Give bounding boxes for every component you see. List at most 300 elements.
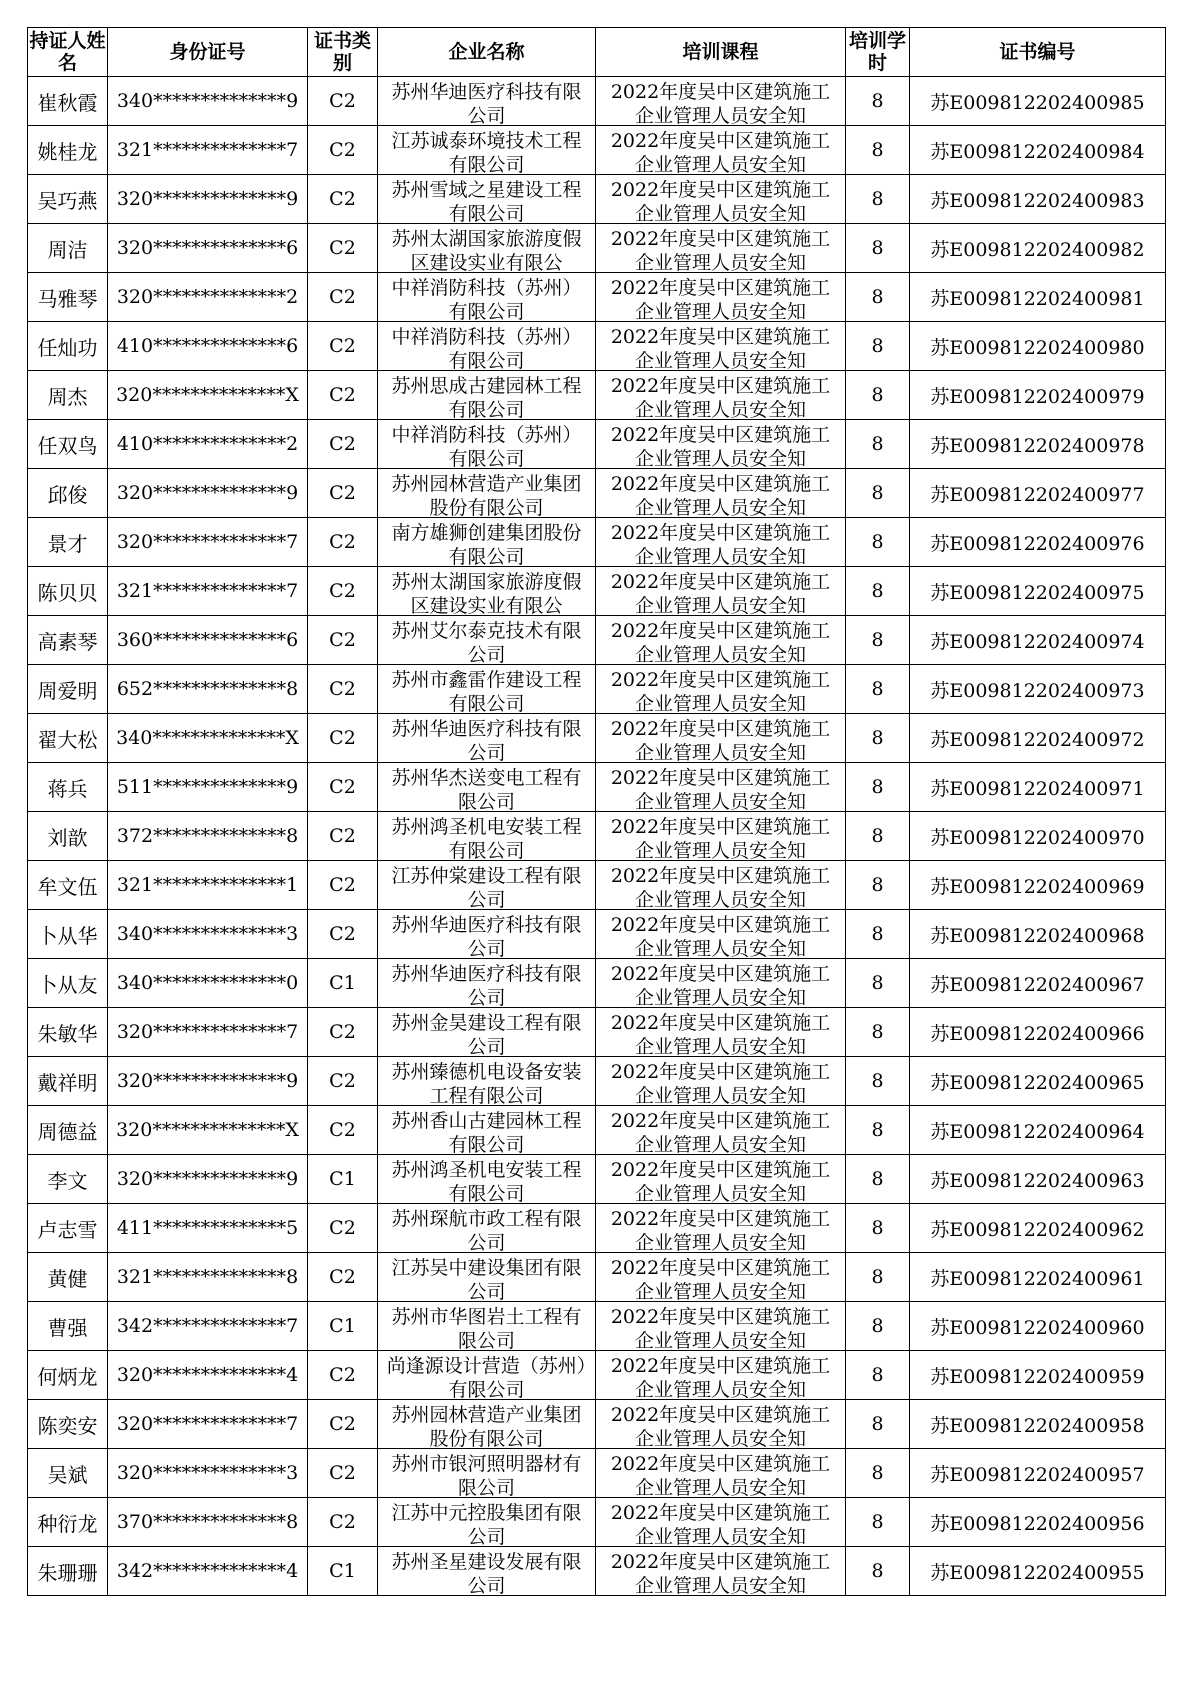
cert-category-cell: C2 [308,175,378,224]
course-cell-text: 2022年度吴中区建筑施工企业管理人员安全知 [610,620,831,664]
company-cell [378,1498,596,1547]
company-cell-text: 苏州鸿圣机电安装工程有限公司 [391,1159,582,1203]
cert-number-cell: 苏E009812202400984 [910,126,1166,175]
id-number-cell: 320**************2 [108,273,308,322]
cert-category-cell: C2 [308,1008,378,1057]
course-cell-text: 2022年度吴中区建筑施工企业管理人员安全知 [610,571,831,615]
course-cell-text: 2022年度吴中区建筑施工企业管理人员安全知 [610,865,831,909]
id-number-cell: 411**************5 [108,1204,308,1253]
id-number-cell: 321**************8 [108,1253,308,1302]
cert-category-cell: C2 [308,371,378,420]
company-cell [378,175,596,224]
cert-category-cell: C2 [308,322,378,371]
course-cell-text: 2022年度吴中区建筑施工企业管理人员安全知 [610,1159,831,1203]
cert-category-cell: C2 [308,420,378,469]
cert-number-cell: 苏E009812202400978 [910,420,1166,469]
id-number-cell: 320**************9 [108,175,308,224]
course-cell [596,1204,846,1253]
table-row [28,665,1166,714]
id-number-cell: 321**************7 [108,126,308,175]
cert-category-cell: C2 [308,1253,378,1302]
course-cell-text: 2022年度吴中区建筑施工企业管理人员安全知 [610,326,831,370]
company-cell-text: 江苏诚泰环境技术工程有限公司 [391,130,582,174]
id-number-cell: 321**************1 [108,861,308,910]
holder-name-cell: 周爱明 [28,665,108,714]
hours-cell: 8 [846,175,910,224]
cert-number-cell: 苏E009812202400962 [910,1204,1166,1253]
table-row [28,1057,1166,1106]
hours-cell: 8 [846,665,910,714]
course-cell [596,322,846,371]
cert-number-cell: 苏E009812202400961 [910,1253,1166,1302]
table-row [28,1253,1166,1302]
company-cell [378,1106,596,1155]
hours-cell: 8 [846,224,910,273]
hours-cell: 8 [846,420,910,469]
holder-name-cell: 牟文伍 [28,861,108,910]
hours-cell: 8 [846,1302,910,1351]
table-row [28,910,1166,959]
header-id-number: 身份证号 [108,28,308,77]
course-cell [596,714,846,763]
cert-number-cell: 苏E009812202400959 [910,1351,1166,1400]
course-cell [596,1547,846,1596]
course-cell-text: 2022年度吴中区建筑施工企业管理人员安全知 [610,963,831,1007]
course-cell-text: 2022年度吴中区建筑施工企业管理人员安全知 [610,179,831,223]
cert-category-cell: C2 [308,616,378,665]
course-cell-text: 2022年度吴中区建筑施工企业管理人员安全知 [610,1257,831,1301]
table-row [28,77,1166,126]
table-row [28,175,1166,224]
course-cell-text: 2022年度吴中区建筑施工企业管理人员安全知 [610,130,831,174]
id-number-cell: 320**************6 [108,224,308,273]
table-row [28,1008,1166,1057]
table-row [28,1449,1166,1498]
course-cell [596,910,846,959]
certificate-table-sheet [27,27,1165,1596]
hours-cell: 8 [846,469,910,518]
cert-category-cell: C1 [308,1547,378,1596]
id-number-cell: 370**************8 [108,1498,308,1547]
holder-name-cell: 何炳龙 [28,1351,108,1400]
cert-category-cell: C2 [308,518,378,567]
course-cell [596,1155,846,1204]
holder-name-cell: 崔秋霞 [28,77,108,126]
id-number-cell: 342**************4 [108,1547,308,1596]
course-cell-text: 2022年度吴中区建筑施工企业管理人员安全知 [610,1551,831,1595]
hours-cell: 8 [846,1547,910,1596]
id-number-cell: 340**************9 [108,77,308,126]
hours-cell: 8 [846,1351,910,1400]
course-cell-text: 2022年度吴中区建筑施工企业管理人员安全知 [610,767,831,811]
id-number-cell: 340**************X [108,714,308,763]
cert-category-cell: C2 [308,1106,378,1155]
holder-name-cell: 周杰 [28,371,108,420]
company-cell [378,1253,596,1302]
id-number-cell: 340**************3 [108,910,308,959]
company-cell-text: 苏州琛航市政工程有限公司 [391,1208,582,1252]
cert-number-cell: 苏E009812202400979 [910,371,1166,420]
holder-name-cell: 黄健 [28,1253,108,1302]
company-cell-text: 苏州艾尔泰克技术有限公司 [391,620,582,664]
company-cell-text: 苏州鸿圣机电安装工程有限公司 [391,816,582,860]
course-cell [596,420,846,469]
company-cell-text: 苏州雪域之星建设工程有限公司 [391,179,582,223]
hours-cell: 8 [846,616,910,665]
cert-number-cell: 苏E009812202400957 [910,1449,1166,1498]
table-row [28,371,1166,420]
header-cert-category: 证书类别 [308,28,378,77]
company-cell [378,665,596,714]
certificate-table [27,27,1166,1596]
table-body [28,77,1166,1596]
company-cell-text: 苏州臻德机电设备安装工程有限公司 [391,1061,582,1105]
hours-cell: 8 [846,1253,910,1302]
id-number-cell: 320**************X [108,1106,308,1155]
cert-number-cell: 苏E009812202400965 [910,1057,1166,1106]
course-cell [596,77,846,126]
company-cell-text: 南方雄狮创建集团股份有限公司 [391,522,582,566]
hours-cell: 8 [846,1008,910,1057]
course-cell-text: 2022年度吴中区建筑施工企业管理人员安全知 [610,1012,831,1056]
hours-cell: 8 [846,812,910,861]
course-cell-text: 2022年度吴中区建筑施工企业管理人员安全知 [610,81,831,125]
holder-name-cell: 蒋兵 [28,763,108,812]
table-row [28,1155,1166,1204]
hours-cell: 8 [846,1449,910,1498]
company-cell-text: 苏州香山古建园林工程有限公司 [391,1110,582,1154]
id-number-cell: 320**************7 [108,518,308,567]
table-header-row [28,28,1166,77]
company-cell [378,371,596,420]
course-cell-text: 2022年度吴中区建筑施工企业管理人员安全知 [610,277,831,321]
cert-number-cell: 苏E009812202400985 [910,77,1166,126]
company-cell [378,273,596,322]
cert-category-cell: C2 [308,77,378,126]
cert-category-cell: C2 [308,1498,378,1547]
table-row [28,126,1166,175]
cert-number-cell: 苏E009812202400983 [910,175,1166,224]
company-cell [378,959,596,1008]
course-cell [596,665,846,714]
company-cell [378,126,596,175]
id-number-cell: 652**************8 [108,665,308,714]
id-number-cell: 320**************3 [108,1449,308,1498]
course-cell-text: 2022年度吴中区建筑施工企业管理人员安全知 [610,669,831,713]
cert-number-cell: 苏E009812202400975 [910,567,1166,616]
course-cell-text: 2022年度吴中区建筑施工企业管理人员安全知 [610,718,831,762]
cert-number-cell: 苏E009812202400958 [910,1400,1166,1449]
company-cell [378,812,596,861]
cert-number-cell: 苏E009812202400963 [910,1155,1166,1204]
company-cell [378,420,596,469]
company-cell-text: 苏州太湖国家旅游度假区建设实业有限公 [391,228,582,272]
cert-category-cell: C2 [308,1057,378,1106]
cert-number-cell: 苏E009812202400956 [910,1498,1166,1547]
company-cell-text: 苏州园林营造产业集团股份有限公司 [391,1404,582,1448]
holder-name-cell: 朱敏华 [28,1008,108,1057]
table-row [28,1204,1166,1253]
holder-name-cell: 任双鸟 [28,420,108,469]
course-cell [596,1449,846,1498]
company-cell-text: 中祥消防科技（苏州）有限公司 [391,277,582,321]
company-cell [378,77,596,126]
company-cell [378,567,596,616]
course-cell [596,371,846,420]
course-cell [596,861,846,910]
course-cell-text: 2022年度吴中区建筑施工企业管理人员安全知 [610,1404,831,1448]
course-cell-text: 2022年度吴中区建筑施工企业管理人员安全知 [610,522,831,566]
table-row [28,616,1166,665]
course-cell [596,959,846,1008]
course-cell [596,469,846,518]
hours-cell: 8 [846,126,910,175]
header-cert-number: 证书编号 [910,28,1166,77]
course-cell [596,1400,846,1449]
table-row [28,959,1166,1008]
id-number-cell: 372**************8 [108,812,308,861]
cert-category-cell: C2 [308,910,378,959]
holder-name-cell: 戴祥明 [28,1057,108,1106]
company-cell-text: 苏州华迪医疗科技有限公司 [391,718,582,762]
course-cell [596,616,846,665]
course-cell-text: 2022年度吴中区建筑施工企业管理人员安全知 [610,1502,831,1546]
course-cell [596,175,846,224]
cert-category-cell: C1 [308,959,378,1008]
table-row [28,1351,1166,1400]
course-cell [596,273,846,322]
company-cell [378,1351,596,1400]
cert-category-cell: C2 [308,126,378,175]
company-cell [378,322,596,371]
cert-number-cell: 苏E009812202400955 [910,1547,1166,1596]
company-cell [378,224,596,273]
company-cell-text: 苏州市华图岩土工程有限公司 [391,1306,582,1350]
hours-cell: 8 [846,1204,910,1253]
table-row [28,224,1166,273]
company-cell-text: 中祥消防科技（苏州）有限公司 [391,424,582,468]
hours-cell: 8 [846,371,910,420]
table-row [28,1498,1166,1547]
cert-category-cell: C2 [308,273,378,322]
cert-number-cell: 苏E009812202400967 [910,959,1166,1008]
holder-name-cell: 种衍龙 [28,1498,108,1547]
hours-cell: 8 [846,322,910,371]
company-cell [378,1008,596,1057]
course-cell-text: 2022年度吴中区建筑施工企业管理人员安全知 [610,375,831,419]
table-row [28,1302,1166,1351]
cert-category-cell: C2 [308,861,378,910]
company-cell [378,1400,596,1449]
cert-number-cell: 苏E009812202400980 [910,322,1166,371]
id-number-cell: 342**************7 [108,1302,308,1351]
hours-cell: 8 [846,273,910,322]
holder-name-cell: 翟大松 [28,714,108,763]
table-row [28,1400,1166,1449]
company-cell [378,616,596,665]
table-row [28,420,1166,469]
company-cell-text: 苏州市银河照明器材有限公司 [391,1453,582,1497]
id-number-cell: 360**************6 [108,616,308,665]
holder-name-cell: 任灿功 [28,322,108,371]
hours-cell: 8 [846,1106,910,1155]
company-cell [378,1155,596,1204]
holder-name-cell: 马雅琴 [28,273,108,322]
table-row [28,714,1166,763]
course-cell-text: 2022年度吴中区建筑施工企业管理人员安全知 [610,473,831,517]
table-row [28,1547,1166,1596]
course-cell [596,518,846,567]
header-course: 培训课程 [596,28,846,77]
company-cell-text: 苏州金昊建设工程有限公司 [391,1012,582,1056]
course-cell-text: 2022年度吴中区建筑施工企业管理人员安全知 [610,424,831,468]
hours-cell: 8 [846,861,910,910]
table-row [28,1106,1166,1155]
cert-category-cell: C2 [308,469,378,518]
course-cell [596,126,846,175]
course-cell [596,1351,846,1400]
hours-cell: 8 [846,910,910,959]
course-cell-text: 2022年度吴中区建筑施工企业管理人员安全知 [610,1110,831,1154]
holder-name-cell: 邱俊 [28,469,108,518]
company-cell [378,1302,596,1351]
id-number-cell: 511**************9 [108,763,308,812]
cert-number-cell: 苏E009812202400973 [910,665,1166,714]
hours-cell: 8 [846,1155,910,1204]
company-cell-text: 苏州思成古建园林工程有限公司 [391,375,582,419]
company-cell [378,763,596,812]
company-cell-text: 苏州华杰送变电工程有限公司 [391,767,582,811]
id-number-cell: 320**************4 [108,1351,308,1400]
id-number-cell: 320**************7 [108,1008,308,1057]
course-cell [596,224,846,273]
holder-name-cell: 陈贝贝 [28,567,108,616]
id-number-cell: 410**************6 [108,322,308,371]
cert-category-cell: C2 [308,224,378,273]
table-row [28,567,1166,616]
table-row [28,812,1166,861]
hours-cell: 8 [846,77,910,126]
course-cell-text: 2022年度吴中区建筑施工企业管理人员安全知 [610,228,831,272]
course-cell [596,1008,846,1057]
company-cell [378,714,596,763]
company-cell-text: 苏州太湖国家旅游度假区建设实业有限公 [391,571,582,615]
cert-number-cell: 苏E009812202400981 [910,273,1166,322]
cert-number-cell: 苏E009812202400969 [910,861,1166,910]
course-cell [596,1057,846,1106]
company-cell-text: 江苏仲棠建设工程有限公司 [391,865,582,909]
company-cell-text: 中祥消防科技（苏州）有限公司 [391,326,582,370]
cert-category-cell: C2 [308,763,378,812]
course-cell [596,812,846,861]
course-cell-text: 2022年度吴中区建筑施工企业管理人员安全知 [610,1453,831,1497]
id-number-cell: 410**************2 [108,420,308,469]
id-number-cell: 340**************0 [108,959,308,1008]
course-cell [596,1106,846,1155]
course-cell [596,763,846,812]
company-cell-text: 苏州圣星建设发展有限公司 [391,1551,582,1595]
cert-number-cell: 苏E009812202400966 [910,1008,1166,1057]
cert-category-cell: C1 [308,1155,378,1204]
id-number-cell: 320**************7 [108,1400,308,1449]
holder-name-cell: 景才 [28,518,108,567]
company-cell [378,910,596,959]
holder-name-cell: 李文 [28,1155,108,1204]
table-row [28,322,1166,371]
company-cell-text: 苏州华迪医疗科技有限公司 [391,914,582,958]
table-row [28,469,1166,518]
company-cell-text: 苏州华迪医疗科技有限公司 [391,81,582,125]
header-hours: 培训学时 [846,28,910,77]
holder-name-cell: 卢志雪 [28,1204,108,1253]
company-cell [378,469,596,518]
id-number-cell: 321**************7 [108,567,308,616]
hours-cell: 8 [846,1057,910,1106]
company-cell-text: 苏州市鑫雷作建设工程有限公司 [391,669,582,713]
cert-category-cell: C2 [308,1351,378,1400]
course-cell [596,567,846,616]
company-cell [378,861,596,910]
header-company: 企业名称 [378,28,596,77]
holder-name-cell: 周洁 [28,224,108,273]
holder-name-cell: 吴斌 [28,1449,108,1498]
cert-category-cell: C2 [308,567,378,616]
course-cell-text: 2022年度吴中区建筑施工企业管理人员安全知 [610,1306,831,1350]
holder-name-cell: 曹强 [28,1302,108,1351]
company-cell-text: 苏州华迪医疗科技有限公司 [391,963,582,1007]
hours-cell: 8 [846,959,910,1008]
table-row [28,273,1166,322]
hours-cell: 8 [846,763,910,812]
cert-category-cell: C2 [308,812,378,861]
company-cell [378,518,596,567]
company-cell-text: 江苏中元控股集团有限公司 [391,1502,582,1546]
cert-number-cell: 苏E009812202400960 [910,1302,1166,1351]
company-cell [378,1057,596,1106]
id-number-cell: 320**************X [108,371,308,420]
holder-name-cell: 吴巧燕 [28,175,108,224]
cert-number-cell: 苏E009812202400972 [910,714,1166,763]
hours-cell: 8 [846,567,910,616]
company-cell-text: 江苏吴中建设集团有限公司 [391,1257,582,1301]
course-cell-text: 2022年度吴中区建筑施工企业管理人员安全知 [610,914,831,958]
course-cell [596,1302,846,1351]
cert-number-cell: 苏E009812202400971 [910,763,1166,812]
holder-name-cell: 朱珊珊 [28,1547,108,1596]
cert-category-cell: C2 [308,665,378,714]
course-cell-text: 2022年度吴中区建筑施工企业管理人员安全知 [610,1355,831,1399]
course-cell-text: 2022年度吴中区建筑施工企业管理人员安全知 [610,1061,831,1105]
course-cell [596,1253,846,1302]
holder-name-cell: 刘歆 [28,812,108,861]
table-row [28,861,1166,910]
cert-category-cell: C2 [308,1400,378,1449]
hours-cell: 8 [846,714,910,763]
cert-number-cell: 苏E009812202400968 [910,910,1166,959]
company-cell-text: 苏州园林营造产业集团股份有限公司 [391,473,582,517]
cert-category-cell: C2 [308,1204,378,1253]
hours-cell: 8 [846,1498,910,1547]
cert-number-cell: 苏E009812202400976 [910,518,1166,567]
company-cell-text: 尚逢源设计营造（苏州）有限公司 [386,1355,587,1399]
cert-category-cell: C2 [308,1449,378,1498]
holder-name-cell: 陈奕安 [28,1400,108,1449]
holder-name-cell: 周德益 [28,1106,108,1155]
cert-number-cell: 苏E009812202400982 [910,224,1166,273]
table-row [28,763,1166,812]
company-cell [378,1547,596,1596]
cert-category-cell: C1 [308,1302,378,1351]
